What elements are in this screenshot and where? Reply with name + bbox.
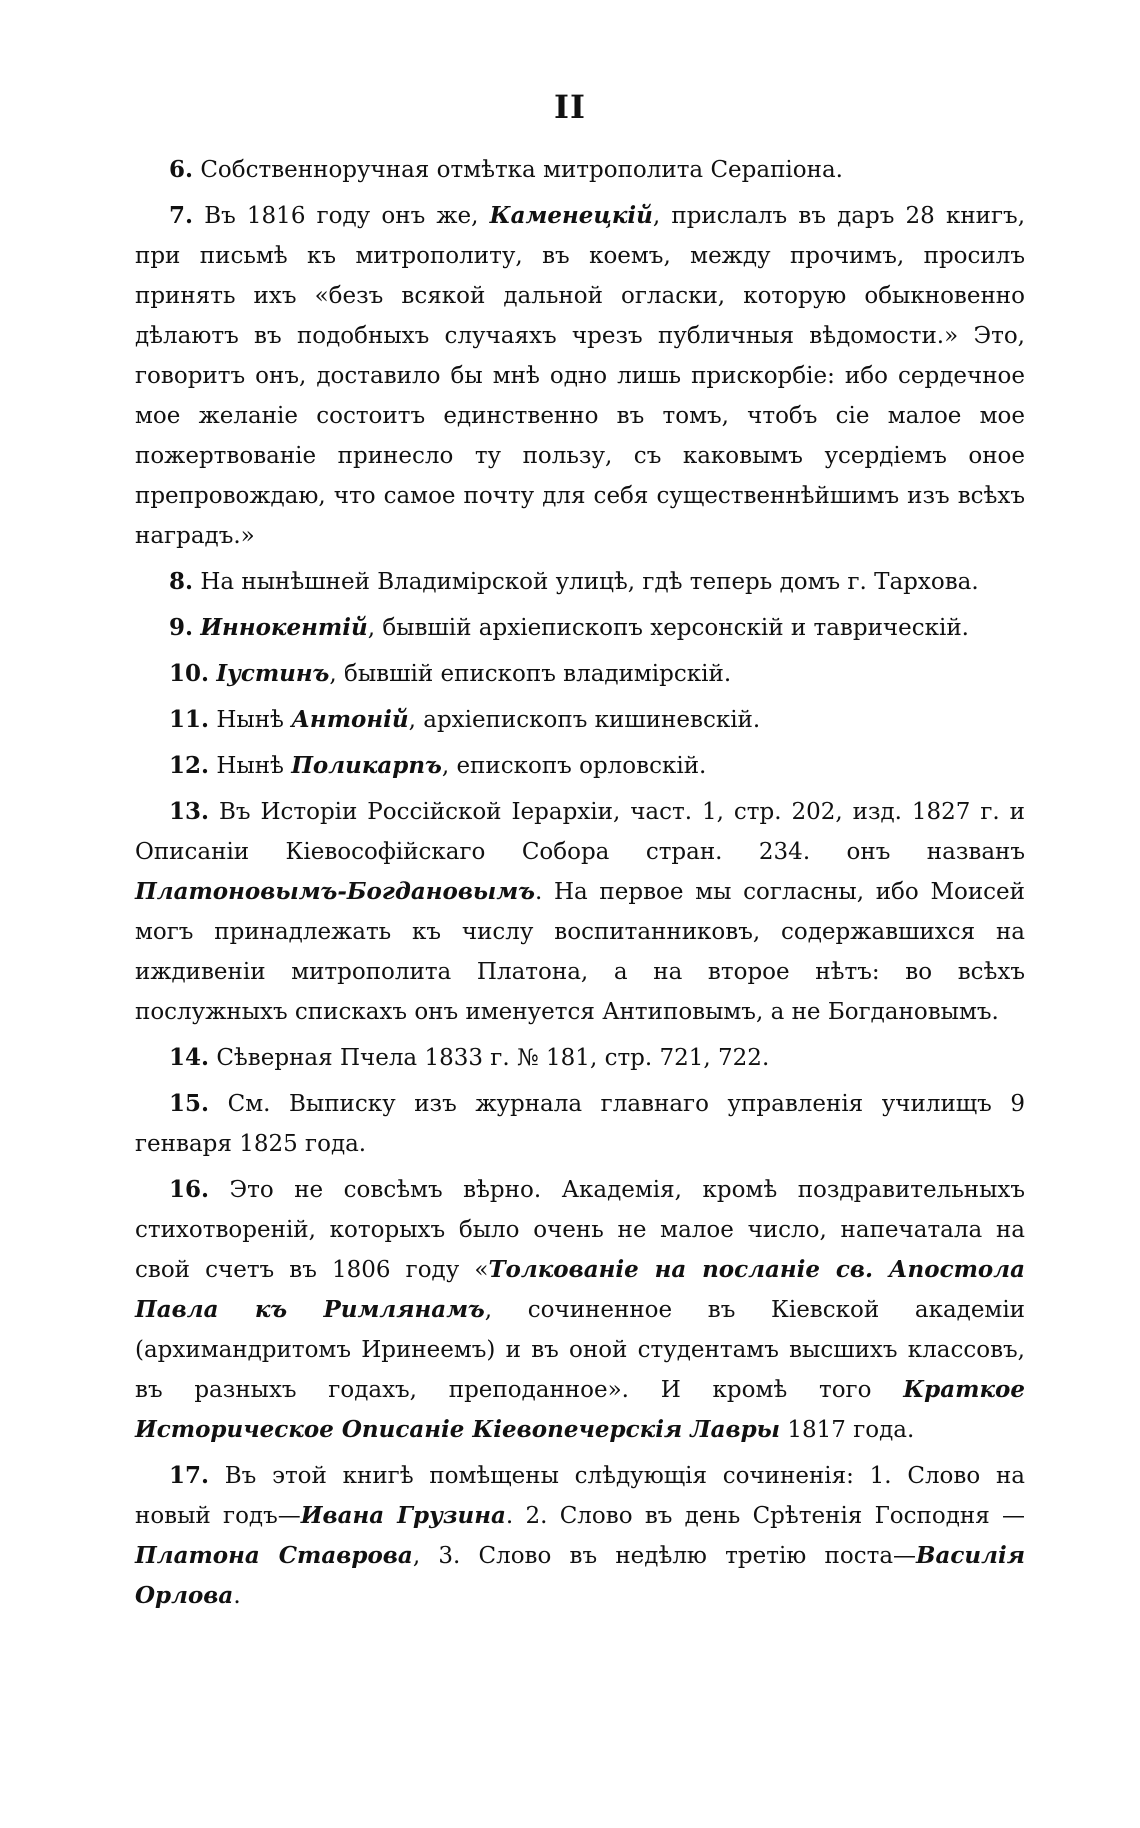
- endnote-text: , бывшій архіепископъ херсонскій и таврическій.: [367, 615, 969, 641]
- endnote-italic-text: Василія Орлова: [135, 1542, 1025, 1609]
- endnote-text: Сѣверная Пчела 1833 г. № 181, стр. 721, 722.: [216, 1045, 770, 1071]
- page-number: II: [554, 88, 586, 126]
- endnote-15: [135, 1084, 1025, 1164]
- endnote-italic-text: Иннокентій: [200, 614, 368, 641]
- endnote-text: Это не совсѣмъ вѣрно. Академія, кромѣ поздравительныхъ стихотвореній, которыхъ было очень не малое число, напечатала на свой счетъ въ 1806 году «: [135, 1177, 1025, 1283]
- endnote-text: 1817 года.: [780, 1417, 915, 1443]
- endnote-14: [135, 1038, 1025, 1078]
- endnote-16: [135, 1170, 1025, 1450]
- endnote-text: , бывшій епископъ владимірскій.: [329, 661, 732, 687]
- endnote-17: [135, 1456, 1025, 1616]
- endnote-text: Въ Исторіи Россійской Іерархіи, част. 1, стр. 202, изд. 1827 г. и Описаніи Кіевософійскаго Собора стран. 234. онъ названъ: [135, 799, 1026, 865]
- endnote-number: 17.: [169, 1462, 210, 1489]
- endnote-text: . 2. Слово въ день Срѣтенія Господня —: [505, 1503, 1025, 1529]
- endnote-11: [135, 700, 1025, 740]
- endnote-number: 10.: [169, 660, 210, 687]
- endnote-italic-text: Іустинъ: [216, 660, 330, 687]
- endnote-number: 11.: [169, 706, 210, 733]
- endnote-text: Нынѣ: [216, 753, 292, 779]
- endnote-8: [135, 562, 1025, 602]
- endnote-text: .: [233, 1583, 241, 1609]
- endnote-italic-text: Поликарпъ: [291, 752, 442, 779]
- endnote-text: Собственноручная отмѣтка митрополита Серапіона.: [200, 157, 843, 183]
- endnote-italic-text: Ивана Грузина: [300, 1502, 506, 1529]
- endnotes-list: [135, 150, 1025, 1622]
- endnote-9: [135, 608, 1025, 648]
- endnote-7: [135, 196, 1025, 556]
- endnote-italic-text: Краткое Историческое Описаніе Кіевопечерскія Лавры: [135, 1376, 1025, 1443]
- endnote-text: . На первое мы согласны, ибо Моисей могъ принадлежать къ числу воспитанниковъ, содержавшихся на иждивеніи митрополита Платона, а на второе нѣтъ: во всѣхъ послужныхъ спискахъ онъ именуется Антиповымъ, а не Богдановымъ.: [135, 879, 1025, 1025]
- endnote-text: На нынѣшней Владимірской улицѣ, гдѣ теперь домъ г. Тархова.: [200, 569, 979, 595]
- endnote-number: 9.: [169, 614, 194, 641]
- endnote-number: 6.: [169, 156, 194, 183]
- endnote-6: [135, 150, 1025, 190]
- endnote-text: , 3. Слово въ недѣлю третію поста—: [412, 1543, 917, 1569]
- endnote-10: [135, 654, 1025, 694]
- endnote-text: , архіепископъ кишиневскій.: [408, 707, 761, 733]
- endnote-text: Нынѣ: [216, 707, 292, 733]
- endnote-italic-text: Платоновымъ-Богдановымъ: [135, 878, 535, 905]
- endnote-italic-text: Каменецкій: [489, 202, 653, 229]
- endnote-italic-text: Антоній: [291, 706, 409, 733]
- endnote-text: Въ этой книгѣ помѣщены слѣдующія сочиненія: 1. Слово на новый годъ—: [135, 1463, 1025, 1529]
- endnote-12: [135, 746, 1025, 786]
- endnote-text: , епископъ орловскій.: [441, 753, 707, 779]
- endnote-number: 15.: [169, 1090, 210, 1117]
- endnote-number: 7.: [169, 202, 194, 229]
- endnote-number: 14.: [169, 1044, 210, 1071]
- endnote-text: , сочиненное въ Кіевской академіи (архимандритомъ Иринеемъ) и въ оной студентамъ высшихъ классовъ, въ разныхъ годахъ, преподанное». И кромѣ того: [135, 1297, 1026, 1403]
- endnote-number: 13.: [169, 798, 210, 825]
- endnote-text: Въ 1816 году онъ же,: [204, 203, 490, 229]
- endnote-number: 16.: [169, 1176, 210, 1203]
- endnote-number: 12.: [169, 752, 210, 779]
- endnote-italic-text: Толкованіе на посланіе св. Апостола Павла къ Римлянамъ: [135, 1256, 1025, 1323]
- endnote-number: 8.: [169, 568, 194, 595]
- endnote-text: , прислалъ въ даръ 28 книгъ, при письмѣ къ митрополиту, въ коемъ, между прочимъ, просилъ принять ихъ «безъ всякой дальной огласки, которую обыкновенно дѣлаютъ въ подобныхъ случаяхъ чрезъ публичныя вѣдомости.» Это, говоритъ онъ, доставило бы мнѣ одно лишь прискорбіе: ибо сердечное мое желаніе состоитъ единственно въ томъ, чтобъ сіе малое мое пожертвованіе принесло ту пользу, съ каковымъ усердіемъ оное препровождаю, что самое почту для себя существеннѣйшимъ изъ всѣхъ наградъ.»: [135, 203, 1026, 549]
- endnote-text: См. Выписку изъ журнала главнаго управленія училищъ 9 генваря 1825 года.: [135, 1091, 1025, 1157]
- endnote-13: [135, 792, 1025, 1032]
- endnote-italic-text: Платона Ставрова: [135, 1542, 413, 1569]
